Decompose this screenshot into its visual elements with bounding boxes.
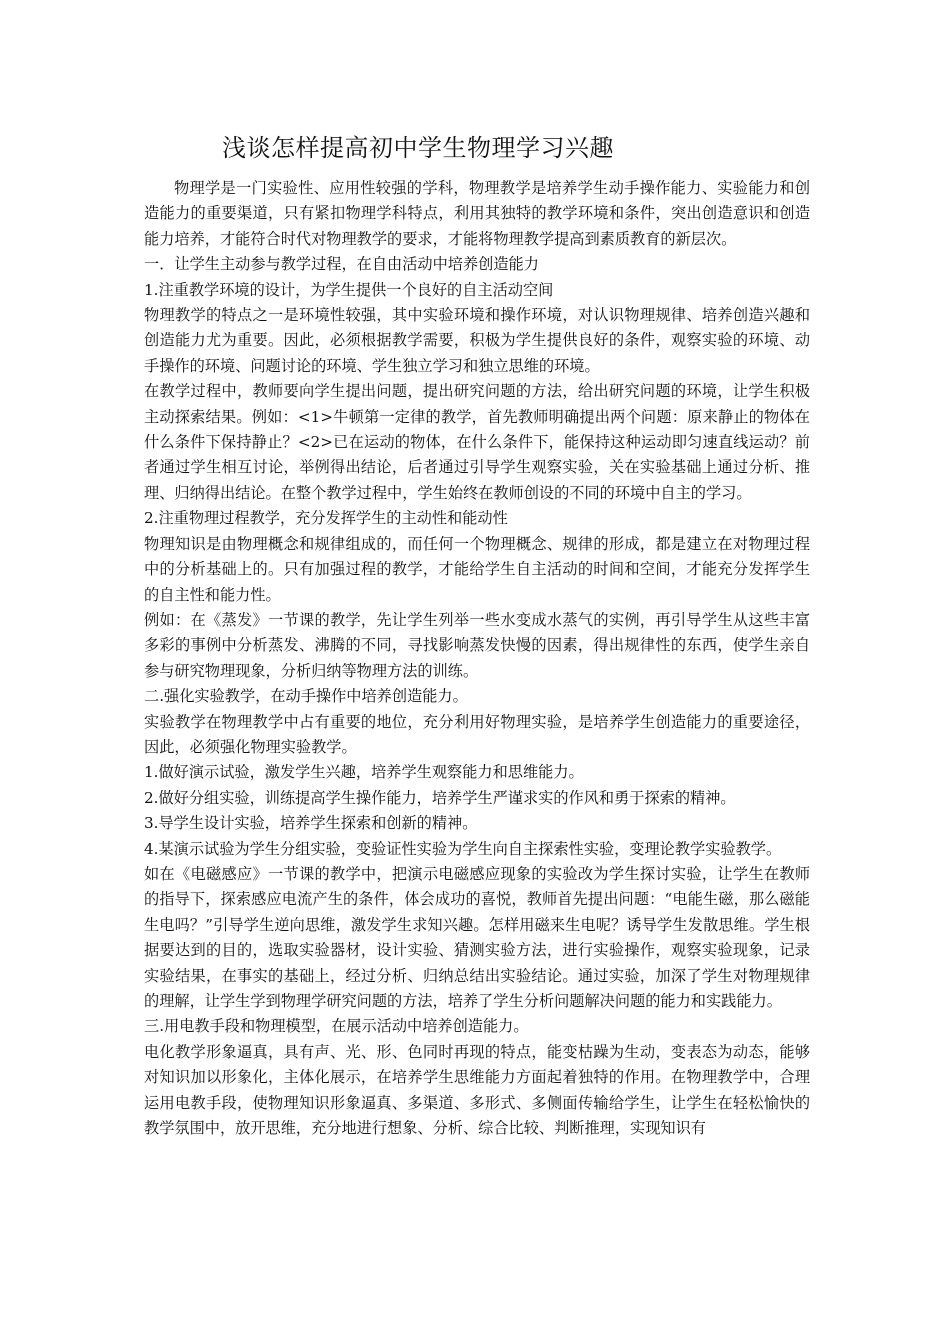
section-heading-3: 三.用电教手段和物理模型，在展示活动中培养创造能力。 <box>144 1017 529 1036</box>
list-item: 1.做好演示试验，激发学生兴趣，培养学生观察能力和思维能力。 <box>144 763 584 782</box>
document-page <box>144 128 810 1141</box>
body-paragraph: 物理教学的特点之一是环境性较强，其中实验环境和操作环境，对认识物理规律、培养创造兴趣和创造能力尤为重要。因此，必须根据教学需要，积极为学生提供良好的条件，观察实验的环境、动手操作的环境、问题讨论的环境、学生独立学习和独立思维的环境。 <box>144 306 810 375</box>
subheading-1-2: 2.注重物理过程教学，充分发挥学生的主动性和能动性 <box>144 509 508 528</box>
list-item: 3.导学生设计实验，培养学生探索和创新的精神。 <box>144 814 478 833</box>
body-paragraph: 在教学过程中，教师要向学生提出问题，提出研究问题的方法，给出研究问题的环境，让学生积极主动探索结果。例如：<1>牛顿第一定律的教学，首先教师明确提出两个问题：原来静止的物体在什么条件下保持静止？<2>已在运动的物体，在什么条件下，能保持这种运动即匀速直线运动？前者通过学生相互讨论，举例得出结论，后者通过引导学生观察实验，关在实验基础上通过分析、推理、归纳得出结论。在整个教学过程中，学生始终在教师创设的不同的环境中自主的学习。 <box>144 382 810 502</box>
section-heading-1: 一．让学生主动参与教学过程，在自由活动中培养创造能力 <box>144 255 539 274</box>
body-paragraph: 电化教学形象逼真，具有声、光、形、色同时再现的特点，能变枯躁为生动，变表态为动态，能够对知识加以形象化，主体化展示，在培养学生思维能力方面起着独特的作用。在物理教学中，合理运用电教手段，使物理知识形象逼真、多渠道、多形式、多侧面传输给学生，让学生在轻松愉快的教学氛围中，放开思维，充分地进行想象、分析、综合比较、判断推理，实现知识有 <box>144 1042 810 1138</box>
list-item: 2.做好分组实验，训练提高学生操作能力，培养学生严谨求实的作风和勇于探索的精神。 <box>144 788 736 807</box>
body-paragraph: 如在《电磁感应》一节课的教学中，把演示电磁感应现象的实验改为学生探讨实验，让学生在教师的指导下，探索感应电流产生的条件，体会成功的喜悦，教师首先提出问题：“电能生磁，那么磁能生电吗？”引导学生逆向思维，激发学生求知兴趣。怎样用磁来生电呢？诱导学生发散思维。学生根据要达到的目的，选取实验器材，设计实验、猜测实验方法，进行实验操作，观察实验现象，记录实验结果，在事实的基础上，经过分析、归纳总结出实验结论。通过实验，加深了学生对物理规律的理解，让学生学到物理学研究问题的方法，培养了学生分析问题解决问题的能力和实践能力。 <box>144 864 810 1010</box>
intro-paragraph: 物理学是一门实验性、应用性较强的学科，物理教学是培养学生动手操作能力、实验能力和创造能力的重要渠道，只有紧扣物理学科特点，利用其独特的教学环境和条件，突出创造意识和创造能力培养，才能符合时代对物理教学的要求，才能将物理教学提高到素质教育的新层次。 <box>144 179 810 248</box>
subheading-1-1: 1.注重教学环境的设计，为学生提供一个良好的自主活动空间 <box>144 280 554 299</box>
section-heading-2: 二.强化实验教学，在动手操作中培养创造能力。 <box>144 687 468 706</box>
body-paragraph: 例如：在《蒸发》一节课的教学，先让学生列举一些水变成水蒸气的实例，再引导学生从这些丰富多彩的事例中分析蒸发、沸腾的不同，寻找影响蒸发快慢的因素，得出规律性的东西，使学生亲自参与研究物理现象，分析归纳等物理方法的训练。 <box>144 610 810 680</box>
document-title: 浅谈怎样提高初中学生物理学习兴趣 <box>222 134 614 162</box>
body-paragraph: 实验教学在物理教学中占有重要的地位，充分利用好物理实验，是培养学生创造能力的重要途径，因此，必须强化物理实验教学。 <box>144 712 810 756</box>
list-item: 4.某演示试验为学生分组实验，变验证性实验为学生向自主探索性实验，变理论教学实验教学。 <box>144 839 782 858</box>
body-paragraph: 物理知识是由物理概念和规律组成的，而任何一个物理概念、规律的形成，都是建立在对物理过程中的分析基础上的。只有加强过程的教学，才能给学生自主活动的时间和空间，才能充分发挥学生的自主性和能力性。 <box>144 534 810 604</box>
